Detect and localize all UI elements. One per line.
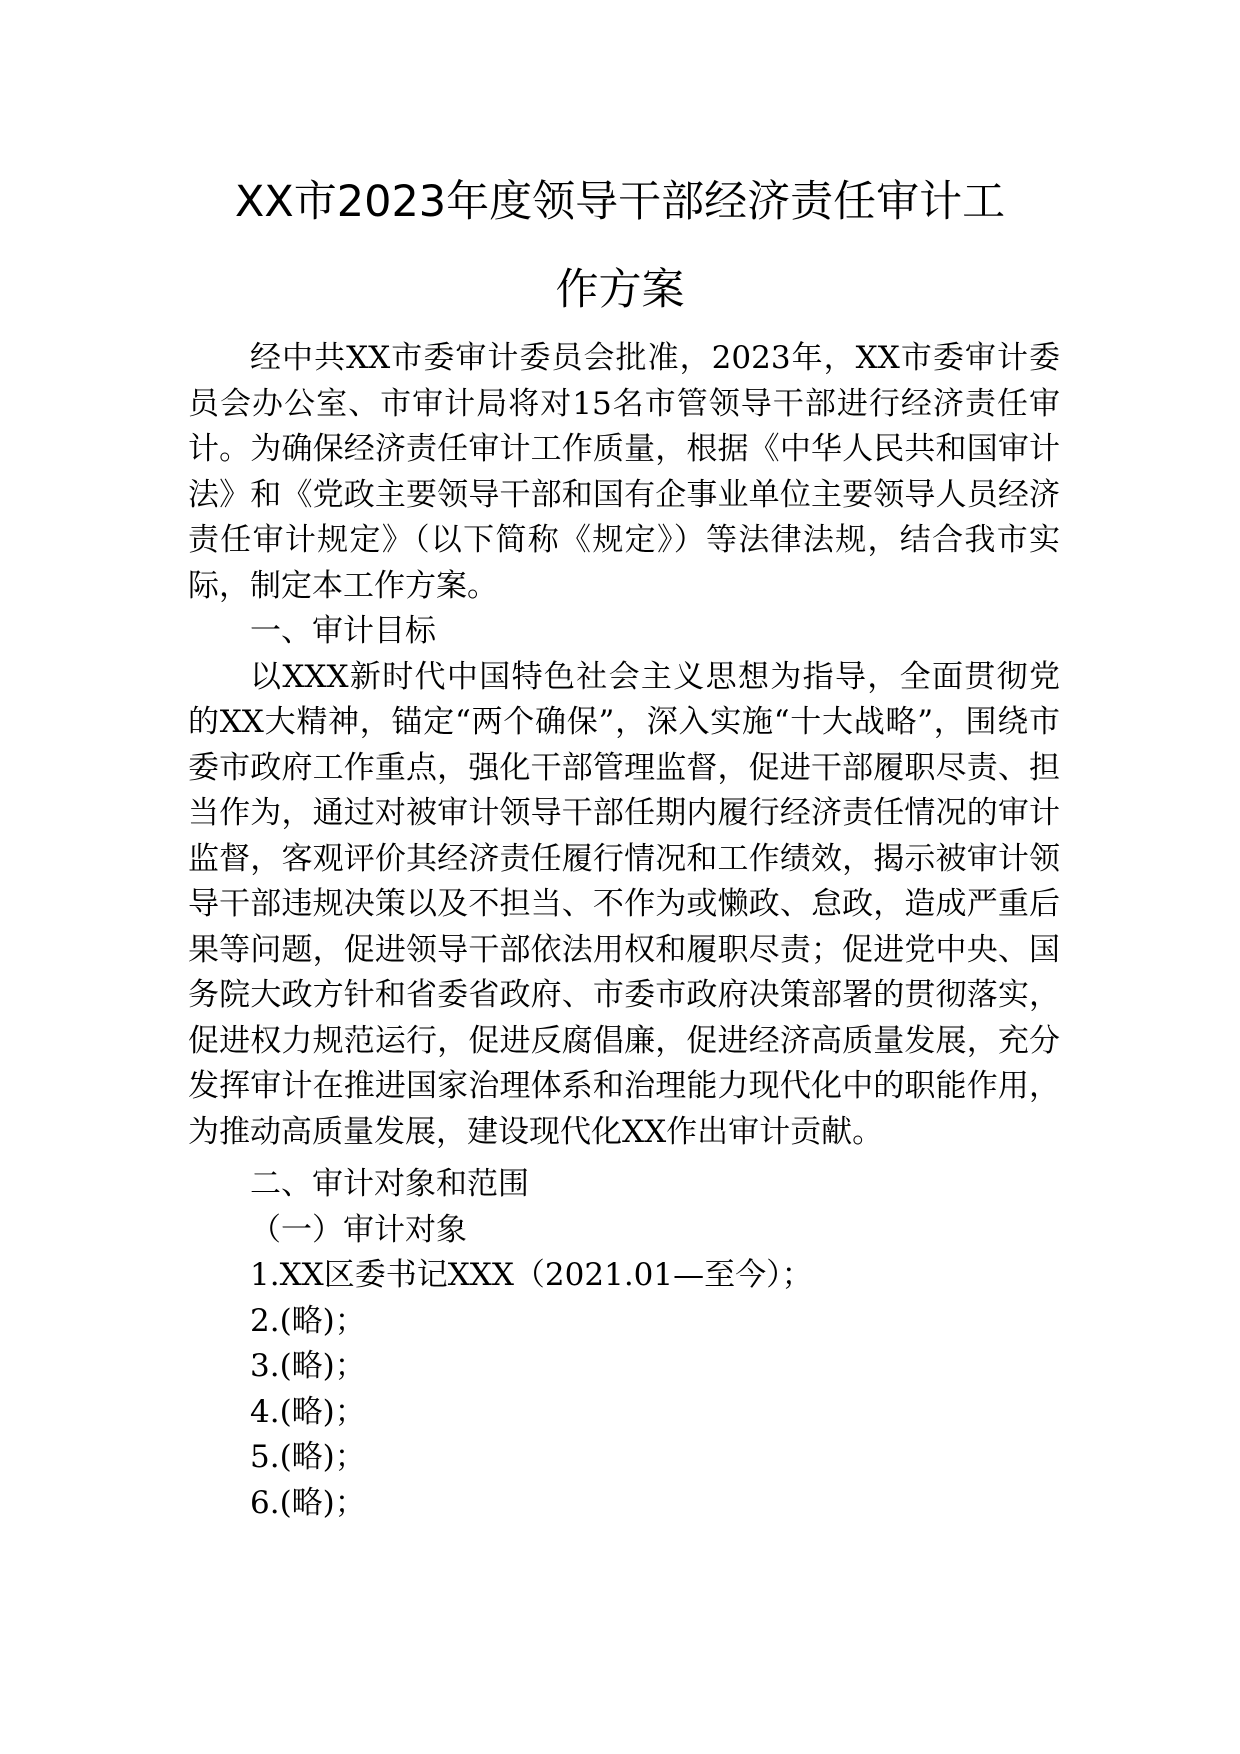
audit-target-item: 2.(略)； — [250, 1302, 366, 1339]
section-heading-audit-goals: 一、审计目标 — [250, 613, 436, 649]
audit-target-item: 5.(略)； — [250, 1439, 366, 1475]
document-title-line-1: XX市2023年度领导干部经济责任审计工 — [234, 177, 1006, 227]
document-body — [188, 336, 1060, 1526]
audit-target-item: 4.(略)； — [250, 1393, 366, 1430]
intro-paragraph: 经中共XX市委审计委员会批准，2023年，XX市委审计委员会办公室、市审计局将对15名市管领导干部进行经济责任审计。为确保经济责任审计工作质量，根据《中华人民共和国审计法》和《党政主要领导干部和国有企事业单位主要领导人员经济责任审计规定》（以下简称《规定》）等法律法规，结合我市实际，制定本工作方案。 — [188, 340, 1060, 604]
audit-target-item: 3.(略)； — [250, 1348, 366, 1384]
document-title-line-2: 作方案 — [555, 265, 685, 315]
audit-target-item: 1.XX区委书记XXX（2021.01—至今）； — [250, 1257, 813, 1293]
subsection-heading-audit-targets: （一）审计对象 — [250, 1211, 467, 1248]
section-heading-audit-scope: 二、审计对象和范围 — [250, 1166, 529, 1202]
audit-goals-paragraph: 以XXX新时代中国特色社会主义思想为指导，全面贯彻党的XX大精神，锚定“两个确保”，深入实施“十大战略”，围绕市委市政府工作重点，强化干部管理监督，促进干部履职尽责、担当作为，通过对被审计领导干部任期内履行经济责任情况的审计监督，客观评价其经济责任履行情况和工作绩效，揭示被审计领导干部违规决策以及不担当、不作为或懒政、怠政，造成严重后果等问题，促进领导干部依法用权和履职尽责；促进党中央、国务院大政方针和省委省政府、市委市政府决策部署的贯彻落实，促进权力规范运行，促进反腐倡廉，促进经济高质量发展，充分发挥审计在推进国家治理体系和治理能力现代化中的职能作用，为推动高质量发展，建设现代化XX作出审计贡献。 — [188, 658, 1060, 1150]
audit-target-item: 6.(略)； — [250, 1484, 366, 1521]
